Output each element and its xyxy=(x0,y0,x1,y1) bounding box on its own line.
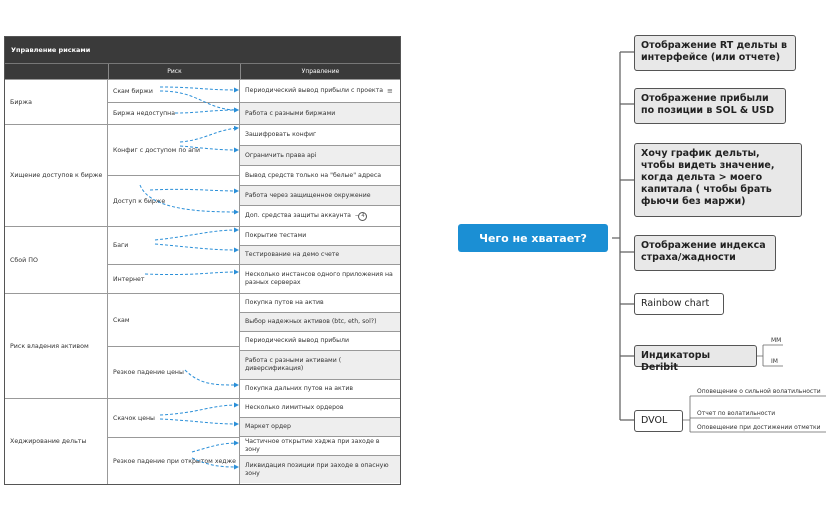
mgmt-cell: Несколько лимитных ордеров xyxy=(245,404,344,411)
menu-lines-icon: ≡ xyxy=(387,87,393,95)
table-title: Управление рисками xyxy=(5,37,400,63)
mgmt-cell: Работа с разными активами ( диверсификация) xyxy=(240,350,400,379)
category-cell: Биржа xyxy=(5,80,108,124)
node-profit-display[interactable]: Отображение прибыли по позиции в SOL & USD xyxy=(634,88,786,124)
risk-cell: Конфиг с доступом по апи xyxy=(113,146,200,154)
mgmt-cell: Частичное открытие хэджа при заходе в зону xyxy=(240,436,400,455)
branch-trunk xyxy=(612,52,620,420)
mgmt-cell: Покупка дальних путов на актив xyxy=(240,379,400,398)
table-header xyxy=(5,63,400,79)
mgmt-cell: Выбор надежных активов (btc, eth, sol?) xyxy=(240,312,400,331)
mgmt-cell: Несколько инстансов одного приложения на разных серверах xyxy=(240,264,400,293)
category-cell: Хеджирование дельты xyxy=(5,399,108,484)
mgmt-cell: Покупка путов на актив xyxy=(245,299,324,306)
mgmt-cell: Периодический вывод прибыли с проекта ≡ xyxy=(245,87,393,95)
node-dvol[interactable]: DVOL xyxy=(634,410,683,432)
category-cell: Риск владения активом xyxy=(5,294,108,398)
category-cell: Хищение доступов к бирже xyxy=(5,125,108,226)
header-management: Управление xyxy=(301,68,340,75)
mgmt-cell: Зашифровать конфиг xyxy=(245,131,317,138)
mgmt-cell: Ограничить права api xyxy=(240,145,400,165)
node-deribit-indicators[interactable]: Индикаторы Deribit xyxy=(634,345,757,367)
risk-cell: Резкое падение цены xyxy=(108,346,239,398)
badge-icon: – 4 xyxy=(355,211,368,221)
node-delta-chart[interactable]: Хочу график дельты, чтобы видеть значение, когда дельта > моего капитала ( чтобы брать фьючи без маржи) xyxy=(634,143,802,217)
mgmt-cell: Периодический вывод прибыли xyxy=(240,331,400,350)
risk-table xyxy=(4,36,401,485)
leaf-mm[interactable]: MM xyxy=(771,337,782,344)
leaf-threshold-alert[interactable]: Оповещение при достижении отметки xyxy=(697,424,821,431)
risk-cell: Интернет xyxy=(108,264,239,293)
header-risk: Риск xyxy=(109,64,241,79)
leaf-volatility-alert[interactable]: Оповещение о сильной волатильности xyxy=(697,388,821,395)
risk-cell: Скачок цены xyxy=(113,414,155,422)
leaf-im[interactable]: IM xyxy=(771,358,778,365)
mgmt-cell: Ликвидация позиции при заходе в опасную зону xyxy=(240,455,400,483)
mgmt-cell: Маркет ордер xyxy=(240,417,400,436)
branch-deribit-children xyxy=(757,345,783,366)
group-delta-hedging xyxy=(5,398,400,484)
node-fear-greed[interactable]: Отображение индекса страха/жадности xyxy=(634,235,776,271)
mgmt-cell: Вывод средств только на "белые" адреса xyxy=(240,165,400,185)
group-access-theft xyxy=(5,124,400,226)
group-asset-risk xyxy=(5,293,400,398)
mindmap-root[interactable]: Чего не хватает? xyxy=(458,224,608,252)
risk-cell: Резкое падение при открытом хедже xyxy=(108,437,239,484)
header-category xyxy=(5,64,109,79)
leaf-volatility-report[interactable]: Отчет по волатильности xyxy=(697,410,776,417)
mgmt-cell: Покрытие тестами xyxy=(245,232,307,239)
category-cell: Сбой ПО xyxy=(5,227,108,293)
group-exchange xyxy=(5,79,400,124)
node-rainbow-chart[interactable]: Rainbow chart xyxy=(634,293,724,315)
mgmt-cell: Работа с разными биржами xyxy=(240,102,400,124)
risk-cell: Баги xyxy=(113,242,129,249)
risk-cell: Биржа недоступна xyxy=(108,102,239,124)
risk-cell: Скам биржи xyxy=(113,87,153,95)
risk-cell: Скам xyxy=(113,316,130,324)
group-software-failure xyxy=(5,226,400,293)
node-rt-delta[interactable]: Отображение RT дельты в интерфейсе (или отчете) xyxy=(634,35,796,71)
risk-cell: Доступ к бирже xyxy=(108,175,239,226)
mgmt-cell: Работа через защищенное окружение xyxy=(240,185,400,205)
mgmt-cell: Тестирование на демо счете xyxy=(240,245,400,264)
mgmt-cell: Доп. средства защиты аккаунта – 4 xyxy=(240,205,400,226)
